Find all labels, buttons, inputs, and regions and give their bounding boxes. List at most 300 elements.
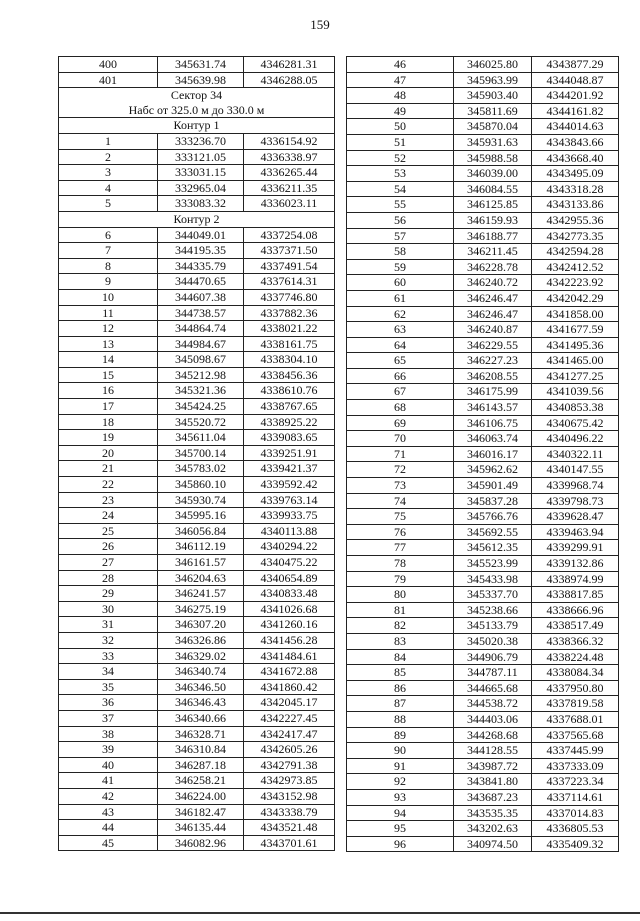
x-coordinate-cell: 346161.57 bbox=[158, 555, 244, 571]
point-number-cell: 31 bbox=[59, 617, 158, 633]
x-coordinate-cell: 346307.20 bbox=[158, 617, 244, 633]
point-number-cell: 400 bbox=[59, 57, 158, 73]
table-row bbox=[59, 274, 335, 290]
table-row bbox=[347, 805, 619, 821]
point-number-cell: 30 bbox=[59, 601, 158, 617]
x-coordinate-cell: 346258.21 bbox=[158, 773, 244, 789]
y-coordinate-cell: 4337491.54 bbox=[244, 258, 335, 274]
y-coordinate-cell: 4342045.17 bbox=[244, 695, 335, 711]
table-row bbox=[59, 72, 335, 88]
x-coordinate-cell: 345612.35 bbox=[454, 540, 532, 556]
table-row bbox=[59, 632, 335, 648]
table-row bbox=[59, 555, 335, 571]
point-number-cell: 81 bbox=[347, 602, 454, 618]
point-number-cell: 38 bbox=[59, 726, 158, 742]
point-number-cell: 41 bbox=[59, 773, 158, 789]
point-number-cell: 46 bbox=[347, 57, 454, 73]
table-row bbox=[347, 571, 619, 587]
y-coordinate-cell: 4337565.68 bbox=[532, 727, 619, 743]
point-number-cell: 68 bbox=[347, 400, 454, 416]
point-number-cell: 85 bbox=[347, 665, 454, 681]
x-coordinate-cell: 340974.50 bbox=[454, 836, 532, 852]
point-number-cell: 49 bbox=[347, 103, 454, 119]
y-coordinate-cell: 4342227.45 bbox=[244, 710, 335, 726]
y-coordinate-cell: 4341858.00 bbox=[532, 306, 619, 322]
point-number-cell: 36 bbox=[59, 695, 158, 711]
table-row bbox=[347, 337, 619, 353]
x-coordinate-cell: 346106.75 bbox=[454, 415, 532, 431]
table-row bbox=[59, 679, 335, 695]
table-row bbox=[59, 414, 335, 430]
x-coordinate-cell: 343687.23 bbox=[454, 789, 532, 805]
point-number-cell: 10 bbox=[59, 289, 158, 305]
point-number-cell: 1 bbox=[59, 133, 158, 149]
y-coordinate-cell: 4337371.50 bbox=[244, 243, 335, 259]
y-coordinate-cell: 4337819.58 bbox=[532, 696, 619, 712]
y-coordinate-cell: 4341495.36 bbox=[532, 337, 619, 353]
x-coordinate-cell: 345995.16 bbox=[158, 508, 244, 524]
x-coordinate-cell: 344195.35 bbox=[158, 243, 244, 259]
table-row bbox=[59, 289, 335, 305]
sector-title-row bbox=[59, 88, 335, 103]
table-row bbox=[347, 400, 619, 416]
x-coordinate-cell: 344049.01 bbox=[158, 227, 244, 243]
table-row bbox=[347, 306, 619, 322]
x-coordinate-cell: 344864.74 bbox=[158, 321, 244, 337]
x-coordinate-cell: 345631.74 bbox=[158, 57, 244, 73]
point-number-cell: 63 bbox=[347, 322, 454, 338]
point-number-cell: 83 bbox=[347, 633, 454, 649]
y-coordinate-cell: 4339763.14 bbox=[244, 492, 335, 508]
y-coordinate-cell: 4337114.61 bbox=[532, 789, 619, 805]
y-coordinate-cell: 4337333.09 bbox=[532, 758, 619, 774]
table-row bbox=[59, 305, 335, 321]
y-coordinate-cell: 4338610.76 bbox=[244, 383, 335, 399]
y-coordinate-cell: 4344014.63 bbox=[532, 119, 619, 135]
x-coordinate-cell: 346125.85 bbox=[454, 197, 532, 213]
table-row bbox=[347, 431, 619, 447]
y-coordinate-cell: 4344048.87 bbox=[532, 72, 619, 88]
point-number-cell: 86 bbox=[347, 680, 454, 696]
y-coordinate-cell: 4336154.92 bbox=[244, 133, 335, 149]
point-number-cell: 60 bbox=[347, 275, 454, 291]
x-coordinate-cell: 346112.19 bbox=[158, 539, 244, 555]
x-coordinate-cell: 345337.70 bbox=[454, 587, 532, 603]
table-row bbox=[59, 820, 335, 836]
y-coordinate-cell: 4337746.80 bbox=[244, 289, 335, 305]
table-row bbox=[347, 602, 619, 618]
y-coordinate-cell: 4338224.48 bbox=[532, 649, 619, 665]
coordinates-table-left bbox=[58, 56, 335, 851]
x-coordinate-cell: 345963.99 bbox=[454, 72, 532, 88]
y-coordinate-cell: 4340833.48 bbox=[244, 586, 335, 602]
y-coordinate-cell: 4342605.26 bbox=[244, 742, 335, 758]
x-coordinate-cell: 345321.36 bbox=[158, 383, 244, 399]
x-coordinate-cell: 345520.72 bbox=[158, 414, 244, 430]
table-row bbox=[59, 508, 335, 524]
sector-subtitle-row bbox=[59, 103, 335, 118]
y-coordinate-cell: 4346281.31 bbox=[244, 57, 335, 73]
y-coordinate-cell: 4342594.28 bbox=[532, 244, 619, 260]
point-number-cell: 26 bbox=[59, 539, 158, 555]
x-coordinate-cell: 343987.72 bbox=[454, 758, 532, 774]
y-coordinate-cell: 4342973.85 bbox=[244, 773, 335, 789]
table-row bbox=[59, 196, 335, 212]
y-coordinate-cell: 4340294.22 bbox=[244, 539, 335, 555]
y-coordinate-cell: 4342417.47 bbox=[244, 726, 335, 742]
y-coordinate-cell: 4339968.74 bbox=[532, 478, 619, 494]
table-row bbox=[347, 353, 619, 369]
point-number-cell: 82 bbox=[347, 618, 454, 634]
x-coordinate-cell: 344335.79 bbox=[158, 258, 244, 274]
point-number-cell: 33 bbox=[59, 648, 158, 664]
x-coordinate-cell: 345901.49 bbox=[454, 478, 532, 494]
x-coordinate-cell: 346240.72 bbox=[454, 275, 532, 291]
table-row bbox=[347, 680, 619, 696]
table-row bbox=[59, 492, 335, 508]
x-coordinate-cell: 332965.04 bbox=[158, 180, 244, 196]
y-coordinate-cell: 4336805.53 bbox=[532, 821, 619, 837]
y-coordinate-cell: 4337254.08 bbox=[244, 227, 335, 243]
point-number-cell: 48 bbox=[347, 88, 454, 104]
point-number-cell: 20 bbox=[59, 445, 158, 461]
table-row bbox=[347, 103, 619, 119]
contour-2-label: Контур 2 bbox=[59, 211, 335, 227]
y-coordinate-cell: 4337614.31 bbox=[244, 274, 335, 290]
y-coordinate-cell: 4342223.92 bbox=[532, 275, 619, 291]
table-row bbox=[59, 726, 335, 742]
point-number-cell: 18 bbox=[59, 414, 158, 430]
x-coordinate-cell: 346025.80 bbox=[454, 57, 532, 73]
x-coordinate-cell: 344470.65 bbox=[158, 274, 244, 290]
point-number-cell: 58 bbox=[347, 244, 454, 260]
table-row bbox=[347, 259, 619, 275]
table-row bbox=[59, 367, 335, 383]
point-number-cell: 23 bbox=[59, 492, 158, 508]
point-number-cell: 34 bbox=[59, 664, 158, 680]
point-number-cell: 59 bbox=[347, 259, 454, 275]
x-coordinate-cell: 346182.47 bbox=[158, 804, 244, 820]
x-coordinate-cell: 333083.32 bbox=[158, 196, 244, 212]
table-row bbox=[59, 57, 335, 73]
table-row bbox=[59, 773, 335, 789]
point-number-cell: 95 bbox=[347, 821, 454, 837]
x-coordinate-cell: 344665.68 bbox=[454, 680, 532, 696]
point-number-cell: 61 bbox=[347, 290, 454, 306]
page-number: 159 bbox=[310, 17, 330, 32]
y-coordinate-cell: 4341260.16 bbox=[244, 617, 335, 633]
table-row bbox=[347, 322, 619, 338]
x-coordinate-cell: 345988.58 bbox=[454, 150, 532, 166]
x-coordinate-cell: 346328.71 bbox=[158, 726, 244, 742]
y-coordinate-cell: 4343521.48 bbox=[244, 820, 335, 836]
y-coordinate-cell: 4338767.65 bbox=[244, 399, 335, 415]
table-row bbox=[59, 352, 335, 368]
y-coordinate-cell: 4339628.47 bbox=[532, 509, 619, 525]
point-number-cell: 71 bbox=[347, 446, 454, 462]
y-coordinate-cell: 4337950.80 bbox=[532, 680, 619, 696]
table-row bbox=[347, 275, 619, 291]
point-number-cell: 42 bbox=[59, 788, 158, 804]
x-coordinate-cell: 345860.10 bbox=[158, 477, 244, 493]
point-number-cell: 29 bbox=[59, 586, 158, 602]
table-row bbox=[347, 415, 619, 431]
x-coordinate-cell: 345811.69 bbox=[454, 103, 532, 119]
point-number-cell: 64 bbox=[347, 337, 454, 353]
y-coordinate-cell: 4338084.34 bbox=[532, 665, 619, 681]
coordinates-table-right bbox=[346, 56, 619, 852]
x-coordinate-cell: 346326.86 bbox=[158, 632, 244, 648]
x-coordinate-cell: 346188.77 bbox=[454, 228, 532, 244]
point-number-cell: 70 bbox=[347, 431, 454, 447]
table-row bbox=[347, 556, 619, 572]
table-row bbox=[347, 197, 619, 213]
y-coordinate-cell: 4337223.34 bbox=[532, 774, 619, 790]
x-coordinate-cell: 346224.00 bbox=[158, 788, 244, 804]
y-coordinate-cell: 4339083.65 bbox=[244, 430, 335, 446]
y-coordinate-cell: 4341860.42 bbox=[244, 679, 335, 695]
point-number-cell: 14 bbox=[59, 352, 158, 368]
x-coordinate-cell: 343202.63 bbox=[454, 821, 532, 837]
table-row bbox=[59, 149, 335, 165]
point-number-cell: 72 bbox=[347, 462, 454, 478]
y-coordinate-cell: 4340322.11 bbox=[532, 446, 619, 462]
table-row bbox=[59, 570, 335, 586]
x-coordinate-cell: 346204.63 bbox=[158, 570, 244, 586]
point-number-cell: 6 bbox=[59, 227, 158, 243]
point-number-cell: 80 bbox=[347, 587, 454, 603]
table-row bbox=[347, 478, 619, 494]
point-number-cell: 77 bbox=[347, 540, 454, 556]
x-coordinate-cell: 346016.17 bbox=[454, 446, 532, 462]
point-number-cell: 21 bbox=[59, 461, 158, 477]
point-number-cell: 52 bbox=[347, 150, 454, 166]
y-coordinate-cell: 4339592.42 bbox=[244, 477, 335, 493]
table-row bbox=[59, 648, 335, 664]
y-coordinate-cell: 4342042.29 bbox=[532, 290, 619, 306]
point-number-cell: 8 bbox=[59, 258, 158, 274]
table-row bbox=[59, 383, 335, 399]
y-coordinate-cell: 4336338.97 bbox=[244, 149, 335, 165]
x-coordinate-cell: 346159.93 bbox=[454, 212, 532, 228]
x-coordinate-cell: 345611.04 bbox=[158, 430, 244, 446]
x-coordinate-cell: 346229.55 bbox=[454, 337, 532, 353]
point-number-cell: 24 bbox=[59, 508, 158, 524]
y-coordinate-cell: 4338366.32 bbox=[532, 633, 619, 649]
point-number-cell: 5 bbox=[59, 196, 158, 212]
y-coordinate-cell: 4337688.01 bbox=[532, 711, 619, 727]
point-number-cell: 89 bbox=[347, 727, 454, 743]
table-row bbox=[347, 509, 619, 525]
x-coordinate-cell: 346346.43 bbox=[158, 695, 244, 711]
point-number-cell: 55 bbox=[347, 197, 454, 213]
table-row bbox=[347, 166, 619, 182]
point-number-cell: 40 bbox=[59, 757, 158, 773]
y-coordinate-cell: 4339421.37 bbox=[244, 461, 335, 477]
y-coordinate-cell: 4340113.88 bbox=[244, 523, 335, 539]
table-row bbox=[347, 290, 619, 306]
y-coordinate-cell: 4338021.22 bbox=[244, 321, 335, 337]
point-number-cell: 11 bbox=[59, 305, 158, 321]
point-number-cell: 92 bbox=[347, 774, 454, 790]
y-coordinate-cell: 4340853.38 bbox=[532, 400, 619, 416]
table-row bbox=[347, 384, 619, 400]
point-number-cell: 76 bbox=[347, 524, 454, 540]
x-coordinate-cell: 333031.15 bbox=[158, 165, 244, 181]
y-coordinate-cell: 4342412.52 bbox=[532, 259, 619, 275]
x-coordinate-cell: 345433.98 bbox=[454, 571, 532, 587]
y-coordinate-cell: 4342773.35 bbox=[532, 228, 619, 244]
point-number-cell: 3 bbox=[59, 165, 158, 181]
contour-1-label-row bbox=[59, 118, 335, 134]
contour-2-label-row bbox=[59, 211, 335, 227]
point-number-cell: 17 bbox=[59, 399, 158, 415]
point-number-cell: 87 bbox=[347, 696, 454, 712]
x-coordinate-cell: 346340.74 bbox=[158, 664, 244, 680]
point-number-cell: 74 bbox=[347, 493, 454, 509]
y-coordinate-cell: 4340496.22 bbox=[532, 431, 619, 447]
table-row bbox=[347, 462, 619, 478]
x-coordinate-cell: 346241.57 bbox=[158, 586, 244, 602]
y-coordinate-cell: 4343338.79 bbox=[244, 804, 335, 820]
point-number-cell: 67 bbox=[347, 384, 454, 400]
x-coordinate-cell: 344787.11 bbox=[454, 665, 532, 681]
x-coordinate-cell: 346175.99 bbox=[454, 384, 532, 400]
point-number-cell: 16 bbox=[59, 383, 158, 399]
point-number-cell: 44 bbox=[59, 820, 158, 836]
point-number-cell: 2 bbox=[59, 149, 158, 165]
x-coordinate-cell: 346084.55 bbox=[454, 181, 532, 197]
x-coordinate-cell: 345212.98 bbox=[158, 367, 244, 383]
x-coordinate-cell: 346340.66 bbox=[158, 710, 244, 726]
point-number-cell: 57 bbox=[347, 228, 454, 244]
point-number-cell: 25 bbox=[59, 523, 158, 539]
x-coordinate-cell: 345098.67 bbox=[158, 352, 244, 368]
table-row bbox=[347, 150, 619, 166]
table-row bbox=[59, 586, 335, 602]
y-coordinate-cell: 4338974.99 bbox=[532, 571, 619, 587]
point-number-cell: 54 bbox=[347, 181, 454, 197]
y-coordinate-cell: 4339299.91 bbox=[532, 540, 619, 556]
x-coordinate-cell: 346227.23 bbox=[454, 353, 532, 369]
x-coordinate-cell: 345692.55 bbox=[454, 524, 532, 540]
x-coordinate-cell: 346346.50 bbox=[158, 679, 244, 695]
sector-title: Сектор 34 bbox=[59, 88, 335, 103]
y-coordinate-cell: 4343701.61 bbox=[244, 835, 335, 851]
y-coordinate-cell: 4343668.40 bbox=[532, 150, 619, 166]
table-row bbox=[347, 821, 619, 837]
table-row bbox=[347, 727, 619, 743]
y-coordinate-cell: 4343152.98 bbox=[244, 788, 335, 804]
point-number-cell: 53 bbox=[347, 166, 454, 182]
table-row bbox=[59, 258, 335, 274]
y-coordinate-cell: 4339798.73 bbox=[532, 493, 619, 509]
point-number-cell: 66 bbox=[347, 368, 454, 384]
contour-1-label: Контур 1 bbox=[59, 118, 335, 134]
y-coordinate-cell: 4341484.61 bbox=[244, 648, 335, 664]
x-coordinate-cell: 343841.80 bbox=[454, 774, 532, 790]
table-row bbox=[59, 835, 335, 851]
x-coordinate-cell: 346287.18 bbox=[158, 757, 244, 773]
table-row bbox=[59, 742, 335, 758]
y-coordinate-cell: 4337014.83 bbox=[532, 805, 619, 821]
table-row bbox=[59, 664, 335, 680]
point-number-cell: 22 bbox=[59, 477, 158, 493]
x-coordinate-cell: 343535.35 bbox=[454, 805, 532, 821]
y-coordinate-cell: 4336023.11 bbox=[244, 196, 335, 212]
table-row bbox=[347, 244, 619, 260]
table-row bbox=[59, 133, 335, 149]
table-row bbox=[347, 119, 619, 135]
y-coordinate-cell: 4343318.28 bbox=[532, 181, 619, 197]
table-row bbox=[347, 368, 619, 384]
y-coordinate-cell: 4337882.36 bbox=[244, 305, 335, 321]
y-coordinate-cell: 4341672.88 bbox=[244, 664, 335, 680]
table-row bbox=[347, 212, 619, 228]
point-number-cell: 93 bbox=[347, 789, 454, 805]
point-number-cell: 19 bbox=[59, 430, 158, 446]
y-coordinate-cell: 4344161.82 bbox=[532, 103, 619, 119]
x-coordinate-cell: 344128.55 bbox=[454, 743, 532, 759]
y-coordinate-cell: 4338304.10 bbox=[244, 352, 335, 368]
y-coordinate-cell: 4343495.09 bbox=[532, 166, 619, 182]
x-coordinate-cell: 346246.47 bbox=[454, 306, 532, 322]
point-number-cell: 56 bbox=[347, 212, 454, 228]
table-row bbox=[347, 649, 619, 665]
point-number-cell: 96 bbox=[347, 836, 454, 852]
y-coordinate-cell: 4344201.92 bbox=[532, 88, 619, 104]
y-coordinate-cell: 4343133.86 bbox=[532, 197, 619, 213]
x-coordinate-cell: 346063.74 bbox=[454, 431, 532, 447]
x-coordinate-cell: 344984.67 bbox=[158, 336, 244, 352]
x-coordinate-cell: 346240.87 bbox=[454, 322, 532, 338]
table-row bbox=[59, 757, 335, 773]
table-row bbox=[59, 243, 335, 259]
point-number-cell: 45 bbox=[59, 835, 158, 851]
table-row bbox=[347, 711, 619, 727]
y-coordinate-cell: 4341039.56 bbox=[532, 384, 619, 400]
table-row bbox=[59, 321, 335, 337]
x-coordinate-cell: 344268.68 bbox=[454, 727, 532, 743]
x-coordinate-cell: 345424.25 bbox=[158, 399, 244, 415]
y-coordinate-cell: 4338817.85 bbox=[532, 587, 619, 603]
x-coordinate-cell: 345930.74 bbox=[158, 492, 244, 508]
table-row bbox=[59, 336, 335, 352]
y-coordinate-cell: 4336265.44 bbox=[244, 165, 335, 181]
point-number-cell: 28 bbox=[59, 570, 158, 586]
table-row bbox=[347, 540, 619, 556]
y-coordinate-cell: 4340147.55 bbox=[532, 462, 619, 478]
x-coordinate-cell: 333121.05 bbox=[158, 149, 244, 165]
table-row bbox=[347, 134, 619, 150]
point-number-cell: 91 bbox=[347, 758, 454, 774]
table-row bbox=[59, 523, 335, 539]
point-number-cell: 9 bbox=[59, 274, 158, 290]
y-coordinate-cell: 4346288.05 bbox=[244, 72, 335, 88]
x-coordinate-cell: 345639.98 bbox=[158, 72, 244, 88]
point-number-cell: 401 bbox=[59, 72, 158, 88]
y-coordinate-cell: 4341465.00 bbox=[532, 353, 619, 369]
point-number-cell: 7 bbox=[59, 243, 158, 259]
point-number-cell: 62 bbox=[347, 306, 454, 322]
table-row bbox=[347, 88, 619, 104]
table-row bbox=[347, 774, 619, 790]
point-number-cell: 12 bbox=[59, 321, 158, 337]
point-number-cell: 94 bbox=[347, 805, 454, 821]
y-coordinate-cell: 4340675.42 bbox=[532, 415, 619, 431]
table-row bbox=[347, 493, 619, 509]
x-coordinate-cell: 345931.63 bbox=[454, 134, 532, 150]
